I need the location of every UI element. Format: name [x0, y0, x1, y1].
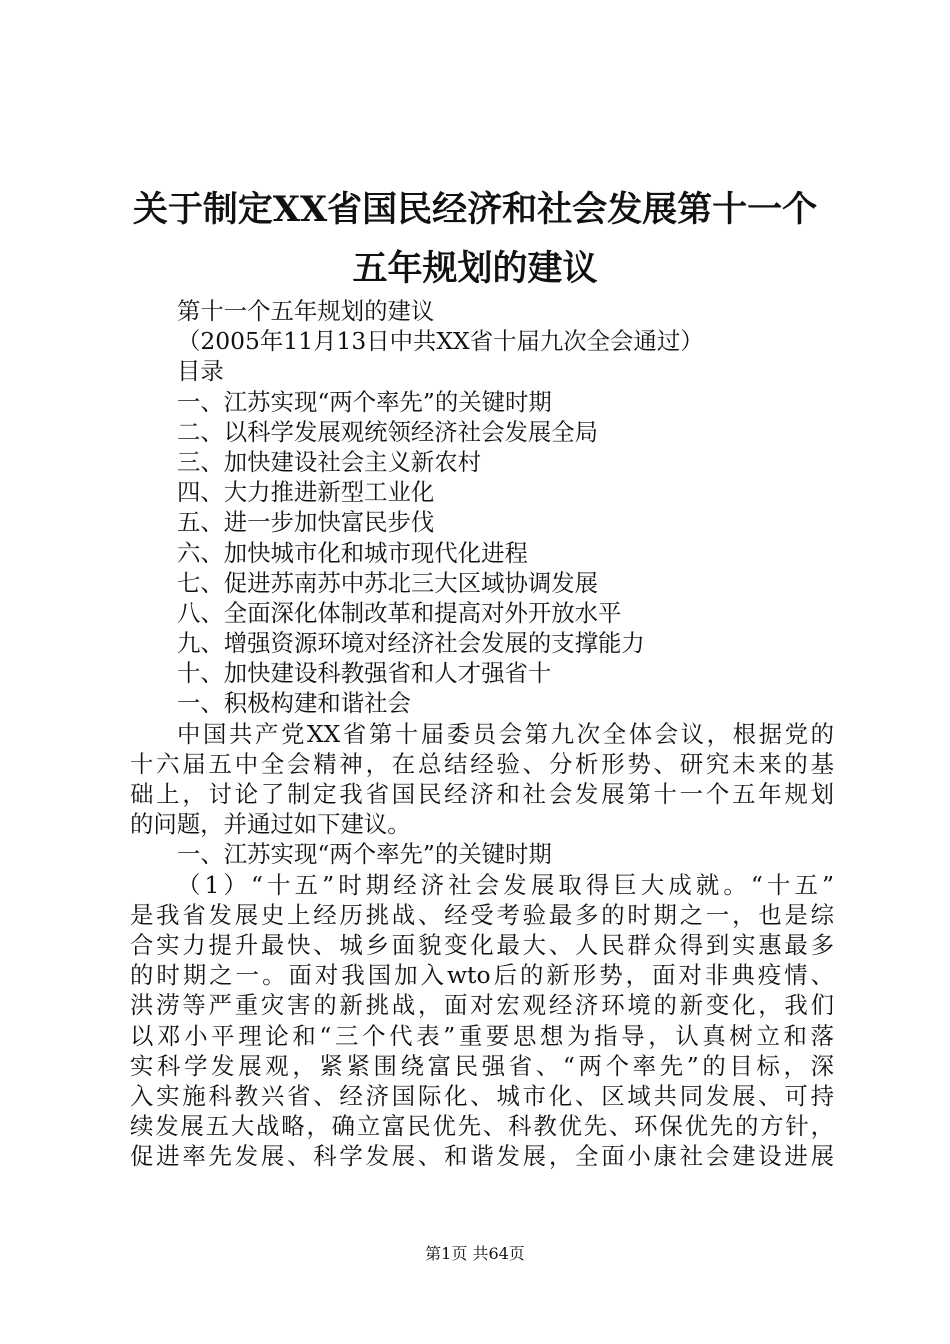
body-line: 四、大力推进新型工业化: [177, 478, 435, 507]
body-line: 一、江苏实现“两个率先”的关键时期: [177, 840, 552, 869]
body-line: 六、加快城市化和城市现代化进程: [177, 538, 528, 567]
body-line: 第十一个五年规划的建议: [177, 297, 435, 325]
body-line: 二、以科学发展观统领经济社会发展全局: [177, 417, 599, 446]
body-line: 促进率先发展、科学发展、和谐发展，全面小康社会建设进展: [130, 1142, 834, 1171]
body-line: 中国共产党XX省第十届委员会第九次全体会议，根据党的: [177, 719, 834, 748]
body-line: 续发展五大战略，确立富民优先、科教优先、环保优先的方针，: [130, 1112, 834, 1141]
body-line: 础上，讨论了制定我省国民经济和社会发展第十一个五年规划: [130, 780, 834, 808]
body-line: 一、积极构建和谐社会: [177, 689, 411, 718]
document-body: [130, 296, 834, 1171]
body-line: 目录: [177, 357, 224, 386]
body-line: 十、加快建设科教强省和人才强省十: [177, 659, 552, 688]
body-line: 以邓小平理论和“三个代表”重要思想为指导，认真树立和落: [130, 1021, 834, 1050]
body-line: 的问题，并通过如下建议。: [130, 810, 411, 839]
body-line: 是我省发展史上经历挑战、经受考验最多的时期之一，也是综: [130, 900, 834, 929]
body-line: 实科学发展观，紧紧围绕富民强省、“两个率先”的目标，深: [130, 1051, 834, 1080]
body-line: 合实力提升最快、城乡面貌变化最大、人民群众得到实惠最多: [130, 930, 834, 959]
body-line: 洪涝等严重灾害的新挑战，面对宏观经济环境的新变化，我们: [130, 991, 834, 1020]
body-line: （2005年11月13日中共XX省十届九次全会通过）: [177, 327, 704, 356]
body-line: 九、增强资源环境对经济社会发展的支撑能力: [177, 629, 645, 658]
body-line: 七、促进苏南苏中苏北三大区域协调发展: [177, 568, 599, 597]
body-line: （1）“十五”时期经济社会发展取得巨大成就。“十五”: [177, 870, 834, 899]
body-line: 十六届五中全会精神，在总结经验、分析形势、研究未来的基: [130, 749, 834, 778]
document-title-line-1: 关于制定XX省国民经济和社会发展第十一个: [132, 189, 818, 230]
document-title-line-2: 五年规划的建议: [352, 248, 598, 289]
page-footer: 第1页 共64页: [425, 1244, 525, 1263]
body-line: 一、江苏实现“两个率先”的关键时期: [177, 387, 552, 416]
body-line: 三、加快建设社会主义新农村: [177, 447, 482, 476]
body-line: 的时期之一。面对我国加入wto后的新形势，面对非典疫情、: [130, 961, 834, 990]
body-line: 入实施科教兴省、经济国际化、城市化、区域共同发展、可持: [130, 1081, 834, 1110]
body-line: 五、进一步加快富民步伐: [177, 508, 435, 537]
body-line: 八、全面深化体制改革和提高对外开放水平: [177, 598, 622, 627]
